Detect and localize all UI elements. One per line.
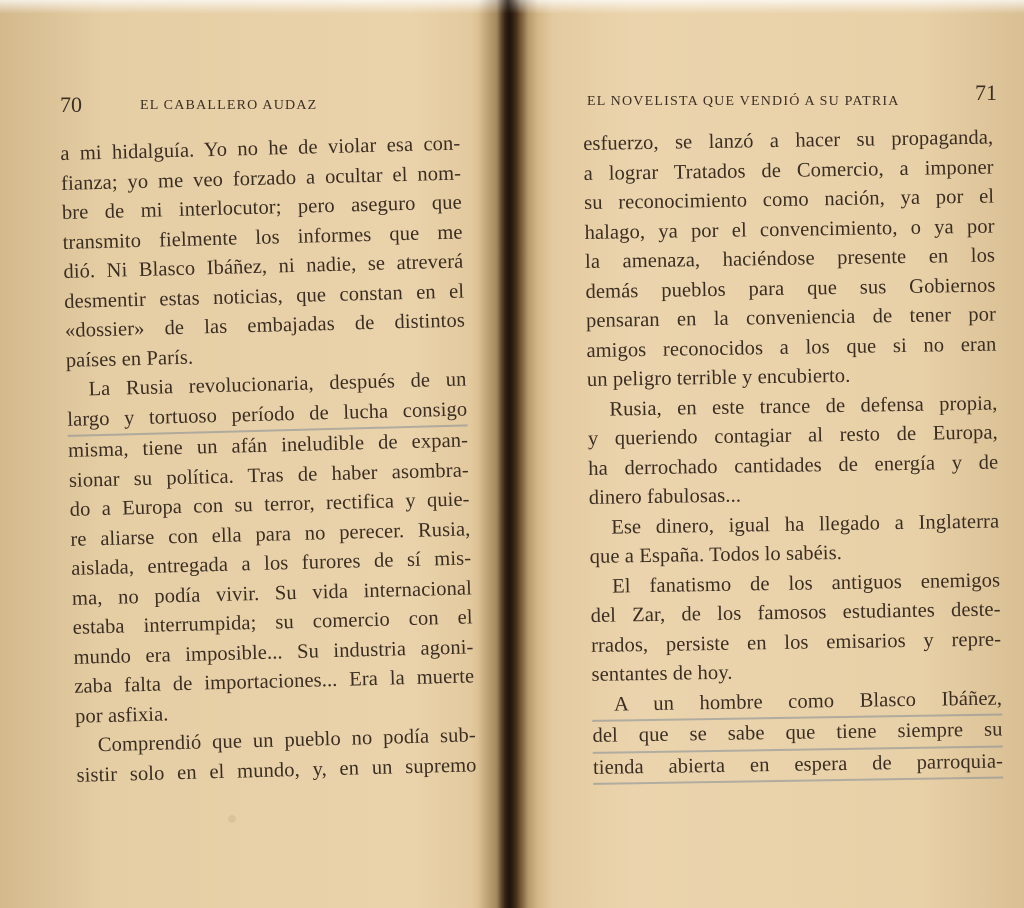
text-line: del Zar, de los famosos estudiantes deste- xyxy=(590,598,1001,627)
text-line: transmito fielmente los informes que me xyxy=(62,220,463,254)
text-line: fianza; yo me veo forzado a ocultar el nom- xyxy=(60,162,462,195)
text-line: Rusia, en este trance de defensa propia, xyxy=(609,392,998,421)
text-line: do a Europa con su terror, rectifica y quie- xyxy=(69,488,470,521)
text-line: a lograr Tratados de Comercio, a imponer xyxy=(583,156,994,185)
left-page-header xyxy=(60,92,460,122)
text-line: a mi hidalguía. Yo no he de violar esa con- xyxy=(60,132,461,165)
page-number-right: 71 xyxy=(975,80,997,105)
text-line: Comprendió que un pueblo no podía sub- xyxy=(97,724,477,757)
page-number-left: 70 xyxy=(60,92,82,117)
text-line: demás pueblos para que sus Gobiernos xyxy=(585,274,996,303)
text-line: y queriendo contagiar al resto de Europa, xyxy=(587,421,998,450)
text-line: rrados, persiste en los emisarios y repre- xyxy=(590,627,1002,657)
text-line: estaba interrumpida; su comercio con el xyxy=(72,606,473,639)
text-line: Ese dinero, igual ha llegado a Inglaterra xyxy=(611,510,1000,539)
text-line: «dossier» de las embajadas de distintos xyxy=(64,309,466,342)
left-page xyxy=(0,0,490,908)
text-line: halago, ya por el convencimiento, o ya por xyxy=(584,215,995,244)
text-line: desmentir estas noticias, que constan en el xyxy=(63,279,465,313)
text-line: sentantes de hoy. xyxy=(591,661,733,686)
text-line: El fanatismo de los antiguos enemigos xyxy=(611,569,1001,598)
text-line: aislada, entregada a los furores de sí mis- xyxy=(70,547,472,580)
right-page xyxy=(525,0,1024,908)
text-line: dió. Ni Blasco Ibáñez, ni nadie, se atreverá xyxy=(63,250,464,283)
text-line: ma, no podía vivir. Su vida internacional xyxy=(71,576,473,610)
text-line: misma, tiene un afán ineludible de expan- xyxy=(67,429,469,462)
text-line: amigos reconocidos a los que si no eran xyxy=(586,333,997,362)
text-line: tienda abierta en espera de parroquia- xyxy=(593,747,1003,785)
text-line: del que se sabe que tiene siempre su xyxy=(592,715,1002,753)
text-line: La Rusia revolucionaria, después de un xyxy=(88,368,467,401)
text-line: que a España. Todos lo sabéis. xyxy=(589,541,843,568)
text-line: países en París. xyxy=(65,346,194,372)
text-line: sionar su política. Tras de haber asombra- xyxy=(68,458,470,492)
text-line: la amenaza, haciéndose presente en los xyxy=(584,244,996,273)
text-line: por asfixia. xyxy=(74,702,169,728)
text-line: re aliarse con ella para no perecer. Rusia, xyxy=(70,517,471,551)
text-line: sistir solo en el mundo, y, en un supremo xyxy=(76,753,477,787)
text-line: su reconocimiento como nación, ya por el xyxy=(583,185,995,214)
left-page-text xyxy=(60,130,477,791)
text-line: pensaran en la conveniencia de tener por xyxy=(585,303,997,332)
right-page-header xyxy=(587,80,997,122)
text-line: esfuerzo, se lanzó a hacer su propaganda, xyxy=(583,126,994,155)
text-line: A un hombre como Blasco Ibáñez, xyxy=(592,684,1002,722)
text-line: largo y tortuoso período de lucha consigo xyxy=(67,395,468,437)
text-line: ha derrochado cantidades de energía y de xyxy=(588,451,999,480)
text-line: un peligro terrible y encubierto. xyxy=(586,364,851,391)
text-line: mundo era imposible... Su industria agoni- xyxy=(73,635,474,669)
text-line: zaba falta de importaciones... Era la muerte xyxy=(74,665,475,698)
running-title-right: EL NOVELISTA QUE VENDIÓ A SU PATRIA xyxy=(587,94,900,109)
text-line: bre de mi interlocutor; pero aseguro que xyxy=(61,191,463,224)
running-title-left: EL CABALLERO AUDAZ xyxy=(140,98,318,113)
right-page-text xyxy=(583,124,1003,785)
text-line: dinero fabulosas... xyxy=(588,484,742,509)
